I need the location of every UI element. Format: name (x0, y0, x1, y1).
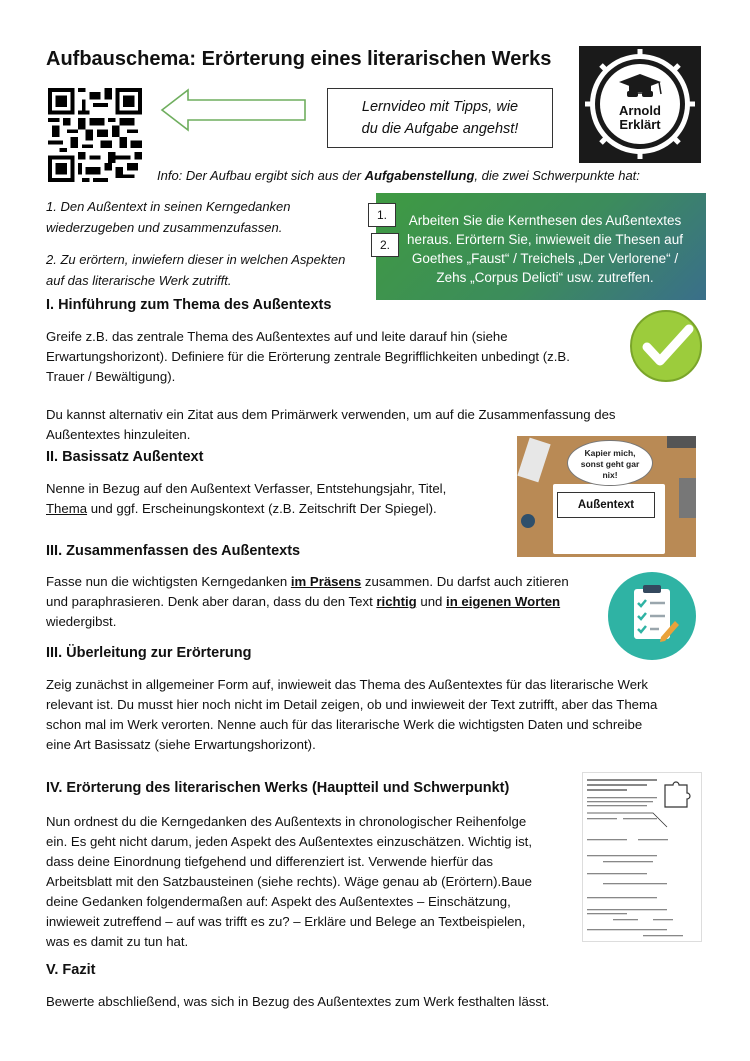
logo-line-2: Erklärt (619, 117, 661, 132)
section-1-text (46, 327, 616, 445)
video-callout (327, 88, 553, 148)
section-2-text (46, 479, 446, 519)
info-bold: Aufgabenstellung (364, 168, 475, 183)
bubble-line-2: sonst geht gar (580, 459, 640, 469)
s3-text: Fasse nun die wichtigsten Kerngedanken (46, 574, 291, 589)
s5-line: ein. Es geht nicht darum, jeden Aspekt des Außentextes einzuschätzen. Wichtig ist, (46, 834, 533, 849)
checkmark-icon (629, 309, 703, 383)
task-number-1: 1. (368, 203, 396, 227)
task-line-4: Zehs „Corpus Delicti“ usw. zutreffen. (436, 270, 654, 285)
bubble-line-1: Kapier mich, (584, 448, 636, 458)
task-line-3: Goethes „Faust“ / Treichels „Der Verlorene“ / (411, 251, 679, 266)
qr-code[interactable] (48, 88, 142, 182)
arnold-erklaert-logo (579, 46, 701, 163)
s1-line: Du kannst alternativ ein Zitat aus dem Primärwerk verwenden, um auf die Zusammenfassung des (46, 407, 616, 422)
checklist-icon (607, 571, 697, 661)
point-2-line-2: auf das literarische Werk zutrifft. (46, 273, 232, 288)
s2-line-rest: und ggf. Erscheinungskontext (z.B. Zeitschrift Der Spiegel). (87, 501, 437, 516)
s5-line: Arbeitsblatt mit den Satzbausteinen (siehe rechts). Wäge genau ab (Erörtern).Baue (46, 874, 532, 889)
s5-line: Nun ordnest du die Kerngedanken des Außentexts in chronologischer Reihenfolge (46, 814, 527, 829)
s5-line: was es damit zu tun hat. (46, 934, 189, 949)
s2-line: Nenne in Bezug auf den Außentext Verfasser, Entstehungsjahr, Titel, (46, 481, 447, 496)
s3-text: und paraphrasieren. Denk aber daran, dass du den Text (46, 594, 377, 609)
aussentext-label: Außentext (557, 492, 655, 518)
info-prefix: Info: Der Aufbau ergibt sich aus der (157, 168, 365, 183)
section-1-heading: I. Hinführung zum Thema des Außentexts (46, 297, 332, 313)
s5-line: dass deine Einordnung tiefgehend und differenziert ist. Verwende hierfür das (46, 854, 493, 869)
s1-line: Greife z.B. das zentrale Thema des Außentextes auf und leite darauf hin (siehe (46, 329, 508, 344)
s4-line: eine Art Basissatz (siehe Erwartungshorizont). (46, 737, 316, 752)
page-title: Aufbauschema: Erörterung eines literarischen Werks (46, 48, 552, 70)
s1-line: Erwartungshorizont). Definiere für die Erörterung zentrale Begrifflichkeiten unbedingt (z.B. (46, 349, 570, 364)
s3-text: und (416, 594, 447, 609)
aussentext-image (517, 436, 696, 557)
s4-line: Zeig zunächst in allgemeiner Form auf, inwieweit das Thema des Außentextes für das literarische Werk (46, 677, 649, 692)
task-box (376, 193, 706, 300)
task-line-1: Arbeiten Sie die Kernthesen des Außentextes (408, 213, 682, 228)
s4-line: schon mal im Werk verorten. Nenne auch für das literarische Werk die wichtigsten Daten und schreibe (46, 717, 643, 732)
s2-underlined: Thema (46, 501, 88, 516)
s3-emphasis: richtig (376, 594, 417, 609)
s5-line: deine Gedanken folgendermaßen auf: Aspekt des Außentextes – Einschätzung, (46, 894, 511, 909)
section-3-heading: III. Zusammenfassen des Außentexts (46, 543, 301, 559)
section-5-text (46, 812, 532, 952)
s3-text: zusammen. Du darfst auch zitieren (361, 574, 569, 589)
point-1-line-1: 1. Den Außentext in seinen Kerngedanken (46, 199, 291, 214)
info-line (157, 165, 640, 186)
point-2-line-1: 2. Zu erörtern, inwiefern dieser in welchen Aspekten (46, 252, 346, 267)
section-4-heading: III. Überleitung zur Erörterung (46, 645, 252, 661)
section-6-heading: V. Fazit (46, 962, 96, 978)
s1-line: Außentextes hinzuleiten. (46, 427, 191, 442)
arrow-left-icon (160, 88, 307, 132)
s3-emphasis: in eigenen Worten (446, 594, 561, 609)
s1-line: Trauer / Bewältigung). (46, 369, 176, 384)
callout-line-1: Lernvideo mit Tipps, wie (361, 99, 519, 115)
task-number-2: 2. (371, 233, 399, 257)
bubble-line-3: nix! (602, 470, 618, 480)
callout-line-2: du die Aufgabe angehst! (361, 121, 519, 137)
worksheet-graphic (583, 773, 701, 941)
s5-line: inwieweit zutreffend – auf was trifft es zu? – Erkläre und Belege an Textbeispielen, (46, 914, 526, 929)
focus-points (46, 196, 345, 291)
s3-emphasis: im Präsens (290, 574, 362, 589)
s3-line: wiedergibst. (46, 614, 117, 629)
section-3-text (46, 572, 569, 632)
logo-line-1: Arnold (619, 103, 661, 118)
worksheet-thumbnail (582, 772, 702, 942)
s4-line: relevant ist. Du musst hier noch nicht im Detail zeigen, ob und inwieweit der Text zutrifft, aber das Thema (46, 697, 658, 712)
section-5-heading: IV. Erörterung des literarischen Werks (Hauptteil und Schwerpunkt) (46, 780, 510, 796)
task-line-2: heraus. Erörtern Sie, inwieweit die Thesen auf (407, 232, 683, 247)
info-suffix: , die zwei Schwerpunkte hat: (474, 168, 640, 183)
point-1-line-2: wiederzugeben und zusammenzufassen. (46, 220, 283, 235)
section-2-heading: II. Basissatz Außentext (46, 449, 204, 465)
section-6-text: Bewerte abschließend, was sich in Bezug des Außentextes zum Werk festhalten lässt. (46, 994, 550, 1009)
section-4-text (46, 675, 657, 755)
